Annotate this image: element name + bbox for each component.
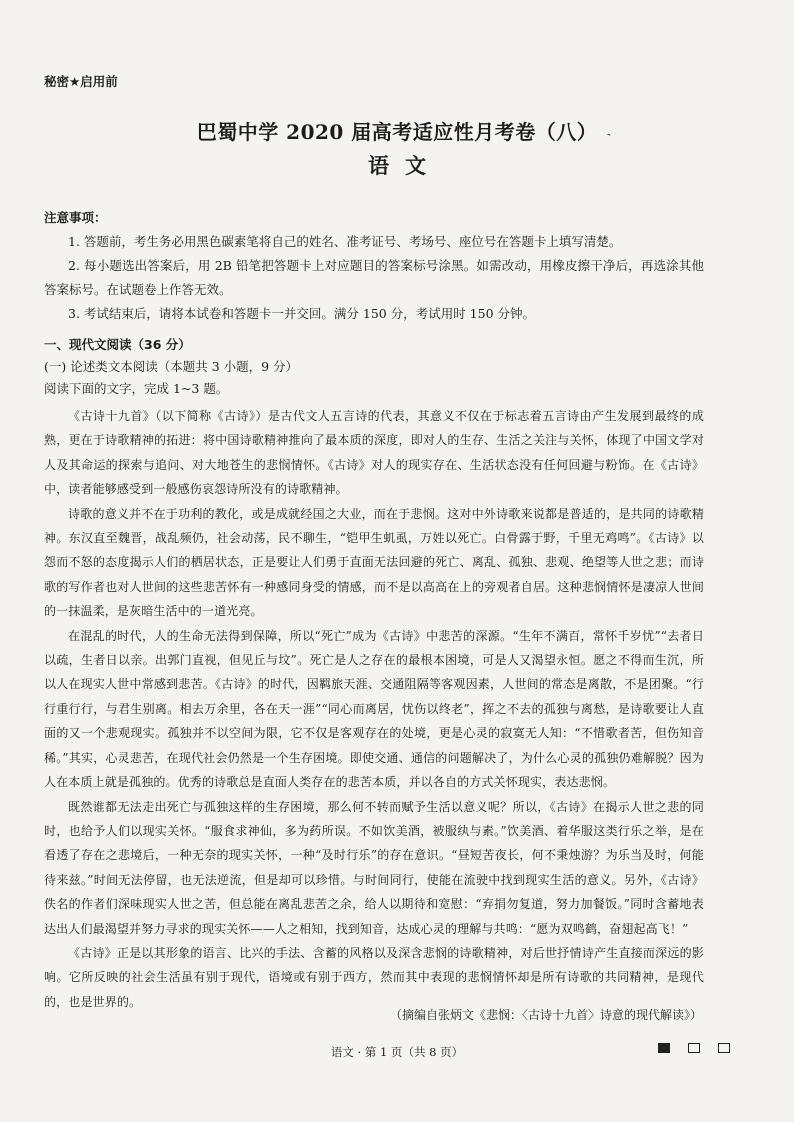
passage-paragraph: 《古诗十九首》（以下简称《古诗》）是古代文人五言诗的代表，其意义不仅在于标志着五言诗由产生发展到最终的成熟，更在于诗歌精神的拓进：将中国诗歌精神推向了最本质的深度，即对人的生存、生活之关注与关怀，体现了中国文学对人及其命运的探索与追问、对大地苍生的悲悯情怀。《古诗》对人的现实存在、生活状态没有任何回避与粉饰。在《古诗》中，读者能够感受到一般感伤哀怨诗所没有的诗歌精神。 [44, 409, 704, 497]
passage-paragraph: 诗歌的意义并不在于功利的教化，或是成就经国之大业，而在于悲悯。这对中外诗歌来说都是普适的，是共同的诗歌精神。东汉直至魏晋，战乱频仍，社会动荡，民不聊生，“铠甲生虮虱，万姓以死亡。白骨露于野，千里无鸡鸣”。《古诗》以怨而不怒的态度揭示人们的栖居状态，正是要让人们勇于直面无法回避的死亡、离乱、孤独、悲观、绝望等人世之悲；而诗歌的写作者也对人世间的这些悲苦怀有一种感同身受的情感，而不是以高高在上的旁观者自居。这种悲悯情怀是凄凉人世间的一抹温柔，是灰暗生活中的一道光亮。 [44, 506, 704, 619]
exam-title: 巴蜀中学 2020 届高考适应性月考卷（八） [196, 120, 598, 144]
notice-item: 1. 答题前，考生务必用黑色碳素笔将自己的姓名、准考证号、考场号、座位号在答题卡上填写清楚。 [68, 234, 622, 249]
subject-title: 语文 [368, 153, 442, 178]
page-footer: 语文 · 第 1 页（共 8 页） [330, 1045, 464, 1059]
pen-mark: 、 [602, 122, 619, 139]
filled-square-icon [658, 1043, 670, 1053]
page-markers [658, 1043, 730, 1053]
section-title: 一、现代文阅读（36 分） [44, 337, 191, 352]
notice-block [44, 206, 704, 326]
passage-paragraph: 既然谁都无法走出死亡与孤独这样的生存困境，那么何不转而赋予生活以意义呢？所以，《古诗》在揭示人世之悲的同时，也给予人们以现实关怀。“服食求神仙，多为药所误。不如饮美酒，被服纨与素。”饮美酒、着华服这类行乐之举，是在看透了存在之悲境后，一种无奈的现实关怀，一种“及时行乐”的存在意识。“昼短苦夜长，何不秉烛游？为乐当及时，何能待来兹。”时间无法停留，也无法逆流，但是却可以珍惜。与时间同行，使能在流驶中找到现实生活的意义。另外，《古诗》佚名的作者们深味现实人世之苦，但总能在离乱悲苦之余，给人以期待和宽慰：“弃捐勿复道，努力加餐饭。”同时含蓄地表达出人们最渴望并努力寻求的现实关怀——人之相知，找到知音，达成心灵的理解与共鸣：“愿为双鸣鹤，奋翅起高飞！” [44, 799, 704, 936]
confidential-label: 秘密★启用前 [44, 74, 118, 89]
passage-paragraph: 在混乱的时代，人的生命无法得到保障，所以“死亡”成为《古诗》中悲苦的深源。“生年不满百，常怀千岁忧”“去者日以疏，生者日以亲。出郭门直视，但见丘与坟”。死亡是人之存在的最根本困境，可是人又渴望永恒。愿之不得而生沉，所以人在现实人世中常感到悲苦。《古诗》的时代，因羁旅天涯、交通阻隔等客观因素，人世间的常态是离散，不是团聚。“行行重行行，与君生别离。相去万余里，各在天一涯”“同心而离居，忧伤以终老”，挥之不去的孤独与离愁，是诗歌要让人直面的又一个悲观现实。孤独并不以空间为限，它不仅是客观存在的处境，更是心灵的寂寞无人知：“不惜歌者苦，但伤知音稀。”其实，心灵悲苦，在现代社会仍然是一个生存困境。即使交通、通信的问题解决了，为什么心灵的孤独仍难解脱？因为人在本质上就是孤独的。优秀的诗歌总是直面人类存在的悲苦本质，并以各自的方式关怀现实，表达悲悯。 [44, 628, 704, 790]
section-header [44, 334, 704, 400]
empty-square-icon [688, 1043, 700, 1053]
passage-paragraph: 《古诗》正是以其形象的语言、比兴的手法、含蓄的风格以及深含悲悯的诗歌精神，对后世抒情诗产生直接而深远的影响。它所反映的社会生活虽有别于现代，语境或有别于西方，然而其中表现的悲悯情怀却是所有诗歌的共同精神，是现代的，也是世界的。 [44, 945, 704, 1009]
passage-source: （摘编自张炳文《悲悯：〈古诗十九首〉诗意的现代解读》） [389, 1008, 702, 1022]
empty-square-icon [718, 1043, 730, 1053]
notice-heading: 注意事项： [44, 210, 107, 225]
reading-passage [44, 404, 704, 1014]
section-instruction: 阅读下面的文字，完成 1~3 题。 [44, 381, 229, 396]
section-subtitle: (一) 论述类文本阅读（本题共 3 小题，9 分） [44, 359, 299, 374]
notice-item: 3. 考试结束后，请将本试卷和答题卡一并交回。满分 150 分，考试用时 150 分钟。 [68, 306, 536, 321]
notice-item: 2. 每小题选出答案后，用 2B 铅笔把答题卡上对应题目的答案标号涂黑。如需改动，用橡皮擦干净后，再选涂其他答案标号。在试题卷上作答无效。 [44, 258, 704, 297]
